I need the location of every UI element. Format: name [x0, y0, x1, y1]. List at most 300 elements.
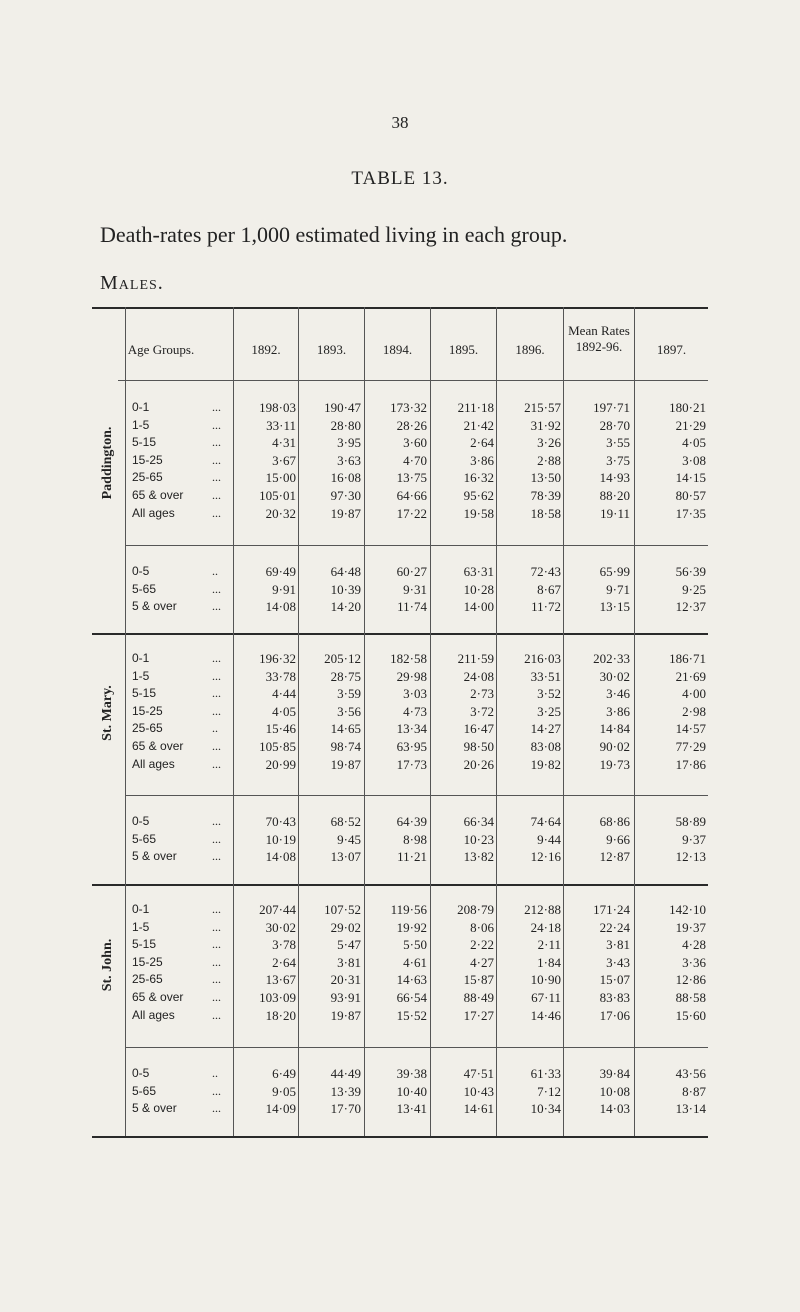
rate-cell: 3·81 — [606, 937, 630, 953]
rate-cell: 3·46 — [606, 686, 630, 702]
rate-cell: 30·02 — [599, 668, 630, 684]
leader-dots: ... — [212, 990, 221, 1004]
rate-cell: 4·27 — [470, 954, 494, 970]
rate-cell: 98·74 — [330, 739, 361, 754]
rate-cell: 17·73 — [396, 756, 427, 772]
rate-cell: 88·49 — [463, 990, 494, 1005]
rate-cell: 13·50 — [530, 470, 561, 486]
age-group-label: 25-65 — [132, 721, 163, 736]
rate-cell: 28·75 — [330, 668, 361, 684]
rate-cell: 2·22 — [470, 937, 494, 953]
rate-cell: 216·03 — [524, 651, 561, 666]
rate-cell: 64·66 — [396, 488, 427, 503]
rate-cell: 2·88 — [537, 452, 561, 468]
rate-cell: 2·73 — [470, 686, 494, 702]
rate-cell: 14·93 — [599, 470, 630, 486]
rate-cell: 3·03 — [403, 686, 427, 702]
rate-cell: 15·52 — [396, 1007, 427, 1023]
rate-cell: 47·51 — [463, 1066, 494, 1081]
rate-cell: 95·62 — [463, 488, 494, 503]
leader-dots: .. — [212, 1066, 218, 1080]
table-row — [0, 704, 800, 722]
rate-cell: 5·47 — [337, 937, 361, 953]
rate-cell: 16·47 — [463, 721, 494, 737]
table-row — [0, 757, 800, 775]
rate-cell: 17·06 — [599, 1007, 630, 1023]
header-age-groups: Age Groups. — [127, 342, 195, 357]
table-row — [0, 418, 800, 436]
leader-dots: ... — [212, 452, 221, 467]
rate-cell: 19·11 — [600, 505, 630, 521]
age-group-label: 5-65 — [132, 581, 157, 596]
rate-cell: 4·70 — [403, 452, 427, 468]
rate-cell: 7·12 — [537, 1083, 561, 1099]
leader-dots: ... — [212, 972, 221, 987]
leader-dots: ... — [212, 581, 221, 596]
table-row — [0, 920, 800, 938]
page-number: 38 — [391, 113, 409, 132]
leader-dots: ... — [212, 1083, 221, 1098]
rate-cell: 93·91 — [330, 990, 361, 1005]
header-1893: 1893. — [316, 342, 347, 357]
age-group-label: 5-15 — [132, 686, 157, 701]
age-group-label: 0-1 — [132, 651, 150, 665]
age-group-label: 1-5 — [132, 668, 150, 683]
rate-cell: 208·79 — [457, 902, 494, 917]
leader-dots: ... — [212, 919, 221, 934]
table-caption: Death-rates per 1,000 estimated living in each group. — [100, 222, 568, 247]
age-group-label: 5 & over — [132, 1101, 177, 1116]
table-row — [0, 582, 800, 600]
rate-cell: 68·52 — [330, 814, 361, 829]
rate-cell: 19·87 — [330, 505, 361, 521]
rate-cell: 39·38 — [396, 1066, 427, 1081]
rate-cell: 15·46 — [265, 721, 296, 737]
rate-cell: 3·43 — [606, 954, 630, 970]
rate-cell: 3·72 — [470, 703, 494, 719]
header-1892: 1892. — [251, 342, 281, 357]
leader-dots: ... — [212, 599, 221, 614]
rate-cell: 68·86 — [599, 814, 630, 829]
header-1897: 1897. — [656, 342, 687, 357]
age-group-label: 15-25 — [132, 954, 163, 969]
rate-cell: 3·81 — [337, 954, 361, 970]
table-row — [0, 651, 800, 669]
rate-cell: 83·83 — [599, 990, 630, 1005]
rate-cell: 202·33 — [593, 651, 630, 666]
rate-cell: 13·67 — [265, 972, 296, 988]
rate-cell: 17·70 — [330, 1101, 361, 1117]
rate-cell: 14·00 — [463, 599, 494, 615]
rate-cell: 14·15 — [675, 470, 706, 486]
table-row — [0, 972, 800, 990]
rate-cell: 19·82 — [530, 756, 561, 772]
rate-cell: 12·87 — [599, 849, 630, 865]
rate-cell: 8·87 — [682, 1083, 706, 1099]
rate-cell: 8·06 — [470, 919, 494, 935]
rate-cell: 20·26 — [463, 756, 494, 772]
rate-cell: 29·98 — [396, 668, 427, 684]
rate-cell: 15·07 — [599, 972, 630, 988]
rate-cell: 19·92 — [396, 919, 427, 935]
rate-cell: 19·73 — [599, 756, 630, 772]
rate-cell: 31·92 — [530, 417, 561, 433]
rate-cell: 14·03 — [599, 1101, 630, 1117]
rate-cell: 3·86 — [470, 452, 494, 468]
rate-cell: 83·08 — [530, 739, 561, 754]
rate-cell: 28·70 — [599, 417, 630, 433]
table-row — [0, 814, 800, 832]
rate-cell: 3·75 — [606, 452, 630, 468]
rate-cell: 97·30 — [330, 488, 361, 503]
rate-cell: 11·21 — [397, 849, 427, 865]
rate-cell: 190·47 — [324, 400, 361, 415]
rate-cell: 14·08 — [265, 599, 296, 615]
leader-dots: ... — [212, 1101, 221, 1116]
rate-cell: 205·12 — [324, 651, 361, 666]
rate-cell: 13·39 — [330, 1083, 361, 1099]
rate-cell: 211·18 — [457, 400, 494, 415]
age-group-label: 25-65 — [132, 470, 163, 485]
age-group-label: 65 & over — [132, 990, 184, 1004]
rate-cell: 207·44 — [259, 902, 296, 917]
rate-cell: 186·71 — [669, 651, 706, 666]
rate-cell: 9·05 — [272, 1083, 296, 1099]
subsection-rule-1 — [125, 545, 708, 546]
rate-cell: 4·73 — [403, 703, 427, 719]
header-bottom-rule — [118, 380, 708, 381]
rate-cell: 28·80 — [330, 417, 361, 433]
rate-cell: 10·39 — [330, 581, 361, 597]
rate-cell: 10·40 — [396, 1083, 427, 1099]
rate-cell: 13·15 — [599, 599, 630, 615]
rate-cell: 43·56 — [675, 1066, 706, 1081]
rate-cell: 9·91 — [272, 581, 296, 597]
age-group-label: 15-25 — [132, 452, 163, 467]
rate-cell: 14·84 — [599, 721, 630, 737]
rate-cell: 105·85 — [259, 739, 296, 754]
rate-cell: 3·36 — [682, 954, 706, 970]
rate-cell: 17·22 — [396, 505, 427, 521]
rate-cell: 3·52 — [537, 686, 561, 702]
group-label-paddington: Paddington. — [100, 426, 115, 500]
rate-cell: 98·50 — [463, 739, 494, 754]
age-group-label: 0-5 — [132, 1066, 150, 1080]
table-row — [0, 453, 800, 471]
rate-cell: 66·54 — [396, 990, 427, 1005]
top-rule — [92, 307, 708, 309]
rate-cell: 6·49 — [272, 1066, 296, 1081]
rate-cell: 13·41 — [396, 1101, 427, 1117]
rate-cell: 88·20 — [599, 488, 630, 503]
rate-cell: 17·35 — [675, 505, 706, 521]
rate-cell: 4·28 — [682, 937, 706, 953]
age-group-label: 65 & over — [132, 739, 184, 753]
rate-cell: 12·86 — [675, 972, 706, 988]
rate-cell: 30·02 — [265, 919, 296, 935]
group-divider-1 — [92, 633, 708, 635]
rate-cell: 60·27 — [396, 564, 427, 579]
rate-cell: 14·27 — [530, 721, 561, 737]
age-group-label: 5-15 — [132, 435, 157, 450]
rate-cell: 18·58 — [530, 505, 561, 521]
rate-cell: 33·78 — [265, 668, 296, 684]
leader-dots: ... — [212, 400, 221, 414]
rate-cell: 3·95 — [337, 435, 361, 451]
rate-cell: 33·11 — [266, 417, 296, 433]
subsection-rule-3 — [125, 1047, 708, 1048]
table-row — [0, 488, 800, 506]
rate-cell: 13·14 — [675, 1101, 706, 1117]
rate-cell: 10·34 — [530, 1101, 561, 1117]
rate-cell: 15·00 — [265, 470, 296, 486]
rate-cell: 14·63 — [396, 972, 427, 988]
leader-dots: ... — [212, 954, 221, 969]
rate-cell: 1·84 — [537, 954, 561, 970]
header-1896: 1896. — [515, 342, 545, 357]
table-row — [0, 832, 800, 850]
leader-dots: ... — [212, 488, 221, 502]
age-group-label: 1-5 — [132, 919, 150, 934]
rate-cell: 10·08 — [599, 1083, 630, 1099]
leader-dots: ... — [212, 686, 221, 701]
rate-cell: 14·57 — [675, 721, 706, 737]
rate-cell: 14·65 — [330, 721, 361, 737]
age-group-label: 5 & over — [132, 849, 177, 864]
table-row — [0, 669, 800, 687]
leader-dots: ... — [212, 435, 221, 450]
table-row — [0, 937, 800, 955]
table-row — [0, 564, 800, 582]
table-row — [0, 721, 800, 739]
rate-cell: 61·33 — [530, 1066, 561, 1081]
rate-cell: 173·32 — [390, 400, 427, 415]
rate-cell: 12·37 — [675, 599, 706, 615]
rate-cell: 180·21 — [669, 400, 706, 415]
rate-cell: 24·18 — [530, 919, 561, 935]
rate-cell: 65·99 — [599, 564, 630, 579]
age-group-label: 5-65 — [132, 1083, 157, 1098]
rate-cell: 33·51 — [530, 668, 561, 684]
rate-cell: 8·67 — [537, 581, 561, 597]
leader-dots: ... — [212, 417, 221, 432]
rate-cell: 74·64 — [530, 814, 561, 829]
age-group-label: 5-15 — [132, 937, 157, 952]
rate-cell: 70·43 — [265, 814, 296, 829]
age-group-label: 5 & over — [132, 599, 177, 614]
rate-cell: 12·16 — [530, 849, 561, 865]
leader-dots: ... — [212, 668, 221, 683]
leader-dots: ... — [212, 937, 221, 952]
leader-dots: ... — [212, 831, 221, 846]
leader-dots: .. — [212, 564, 218, 578]
rate-cell: 28·26 — [396, 417, 427, 433]
rate-cell: 17·86 — [675, 756, 706, 772]
rate-cell: 63·95 — [396, 739, 427, 754]
rate-cell: 64·48 — [330, 564, 361, 579]
rate-cell: 14·46 — [530, 1007, 561, 1023]
rate-cell: 4·31 — [272, 435, 296, 451]
rate-cell: 119·56 — [390, 902, 427, 917]
table-row — [0, 739, 800, 757]
rate-cell: 21·42 — [463, 417, 494, 433]
rate-cell: 78·39 — [530, 488, 561, 503]
table-row — [0, 435, 800, 453]
rate-cell: 20·99 — [265, 756, 296, 772]
rate-cell: 14·61 — [463, 1101, 494, 1117]
rate-cell: 10·23 — [463, 831, 494, 847]
rate-cell: 4·05 — [682, 435, 706, 451]
rate-cell: 10·19 — [265, 831, 296, 847]
table-row — [0, 1066, 800, 1084]
rate-cell: 9·25 — [682, 581, 706, 597]
rate-cell: 9·66 — [606, 831, 630, 847]
rate-cell: 14·09 — [265, 1101, 296, 1117]
rate-cell: 9·44 — [537, 831, 561, 847]
rate-cell: 10·28 — [463, 581, 494, 597]
rate-cell: 19·87 — [330, 1007, 361, 1023]
table-row — [0, 849, 800, 867]
table-row — [0, 955, 800, 973]
rate-cell: 3·67 — [272, 452, 296, 468]
rate-cell: 9·37 — [682, 831, 706, 847]
rate-cell: 58·89 — [675, 814, 706, 829]
rate-cell: 2·64 — [470, 435, 494, 451]
bottom-rule — [92, 1136, 708, 1138]
rate-cell: 142·10 — [669, 902, 706, 917]
leader-dots: ... — [212, 814, 221, 828]
rate-cell: 3·56 — [337, 703, 361, 719]
table-row — [0, 1084, 800, 1102]
leader-dots: ... — [212, 470, 221, 485]
rate-cell: 15·87 — [463, 972, 494, 988]
rate-cell: 198·03 — [259, 400, 296, 415]
rate-cell: 39·84 — [599, 1066, 630, 1081]
rate-cell: 19·58 — [463, 505, 494, 521]
age-group-label: All ages — [132, 756, 175, 771]
rate-cell: 69·49 — [265, 564, 296, 579]
rate-cell: 9·31 — [403, 581, 427, 597]
rate-cell: 3·55 — [606, 435, 630, 451]
age-group-label: All ages — [132, 1007, 175, 1022]
group-divider-2 — [92, 884, 708, 886]
rate-cell: 21·29 — [675, 417, 706, 433]
rate-cell: 11·74 — [397, 599, 427, 615]
rate-cell: 11·72 — [531, 599, 561, 615]
group-label-st-mary: St. Mary. — [100, 685, 115, 741]
rate-cell: 72·43 — [530, 564, 561, 579]
rate-cell: 19·37 — [675, 919, 706, 935]
rate-cell: 2·11 — [537, 937, 561, 953]
table-title: TABLE 13. — [351, 168, 449, 189]
table-row — [0, 1101, 800, 1119]
rate-cell: 182·58 — [390, 651, 427, 666]
age-group-label: 25-65 — [132, 972, 163, 987]
age-group-label: 0-1 — [132, 400, 150, 414]
rate-cell: 3·78 — [272, 937, 296, 953]
header-1895: 1895. — [448, 342, 479, 357]
rate-cell: 3·08 — [682, 452, 706, 468]
rate-cell: 16·08 — [330, 470, 361, 486]
rate-cell: 18·20 — [265, 1007, 296, 1023]
rate-cell: 13·34 — [396, 721, 427, 737]
table-row — [0, 1008, 800, 1026]
age-group-label: 0-1 — [132, 902, 150, 916]
rate-cell: 3·63 — [337, 452, 361, 468]
rate-cell: 196·32 — [259, 651, 296, 666]
rate-cell: 197·71 — [593, 400, 630, 415]
rate-cell: 3·86 — [606, 703, 630, 719]
leader-dots: ... — [212, 703, 221, 718]
age-group-label: 1-5 — [132, 417, 150, 432]
leader-dots: ... — [212, 651, 221, 665]
rate-cell: 2·98 — [682, 703, 706, 719]
leader-dots: ... — [212, 902, 221, 916]
rate-cell: 16·32 — [463, 470, 494, 486]
rate-cell: 4·00 — [682, 686, 706, 702]
rate-cell: 77·29 — [675, 739, 706, 754]
table-row — [0, 506, 800, 524]
header-1894: 1894. — [382, 342, 413, 357]
rate-cell: 4·61 — [403, 954, 427, 970]
table-row — [0, 990, 800, 1008]
rate-cell: 20·32 — [265, 505, 296, 521]
rate-cell: 211·59 — [457, 651, 494, 666]
rate-cell: 63·31 — [463, 564, 494, 579]
rate-cell: 8·98 — [403, 831, 427, 847]
age-group-label: 0-5 — [132, 814, 150, 828]
rate-cell: 21·69 — [675, 668, 706, 684]
age-group-label: 65 & over — [132, 488, 184, 502]
rate-cell: 171·24 — [593, 902, 630, 917]
rate-cell: 64·39 — [396, 814, 427, 829]
rate-cell: 10·90 — [530, 972, 561, 988]
table-row — [0, 902, 800, 920]
age-group-label: All ages — [132, 505, 175, 520]
rate-cell: 9·45 — [337, 831, 361, 847]
leader-dots: ... — [212, 505, 221, 520]
rate-cell: 10·43 — [463, 1083, 494, 1099]
rate-cell: 3·26 — [537, 435, 561, 451]
table-subcaption: Males. — [100, 272, 164, 294]
rate-cell: 14·20 — [330, 599, 361, 615]
group-label-st-john: St. John. — [100, 938, 115, 992]
rate-cell: 215·57 — [524, 400, 561, 415]
table-row — [0, 599, 800, 617]
table-row — [0, 470, 800, 488]
rate-cell: 5·50 — [403, 937, 427, 953]
rate-cell: 103·09 — [259, 990, 296, 1005]
header-mean-rates: Mean Rates 1892-96. — [568, 323, 630, 355]
rate-cell: 90·02 — [599, 739, 630, 754]
rate-cell: 14·08 — [265, 849, 296, 865]
rate-cell: 13·75 — [396, 470, 427, 486]
rate-cell: 12·13 — [675, 849, 706, 865]
rate-cell: 56·39 — [675, 564, 706, 579]
rate-cell: 13·82 — [463, 849, 494, 865]
rate-cell: 15·60 — [675, 1007, 706, 1023]
rate-cell: 20·31 — [330, 972, 361, 988]
table-row — [0, 400, 800, 418]
rate-cell: 66·34 — [463, 814, 494, 829]
rate-cell: 4·05 — [272, 703, 296, 719]
age-group-label: 0-5 — [132, 564, 150, 578]
rate-cell: 88·58 — [675, 990, 706, 1005]
rate-cell: 3·59 — [337, 686, 361, 702]
table-row — [0, 686, 800, 704]
rate-cell: 9·71 — [606, 581, 630, 597]
rate-cell: 107·52 — [324, 902, 361, 917]
